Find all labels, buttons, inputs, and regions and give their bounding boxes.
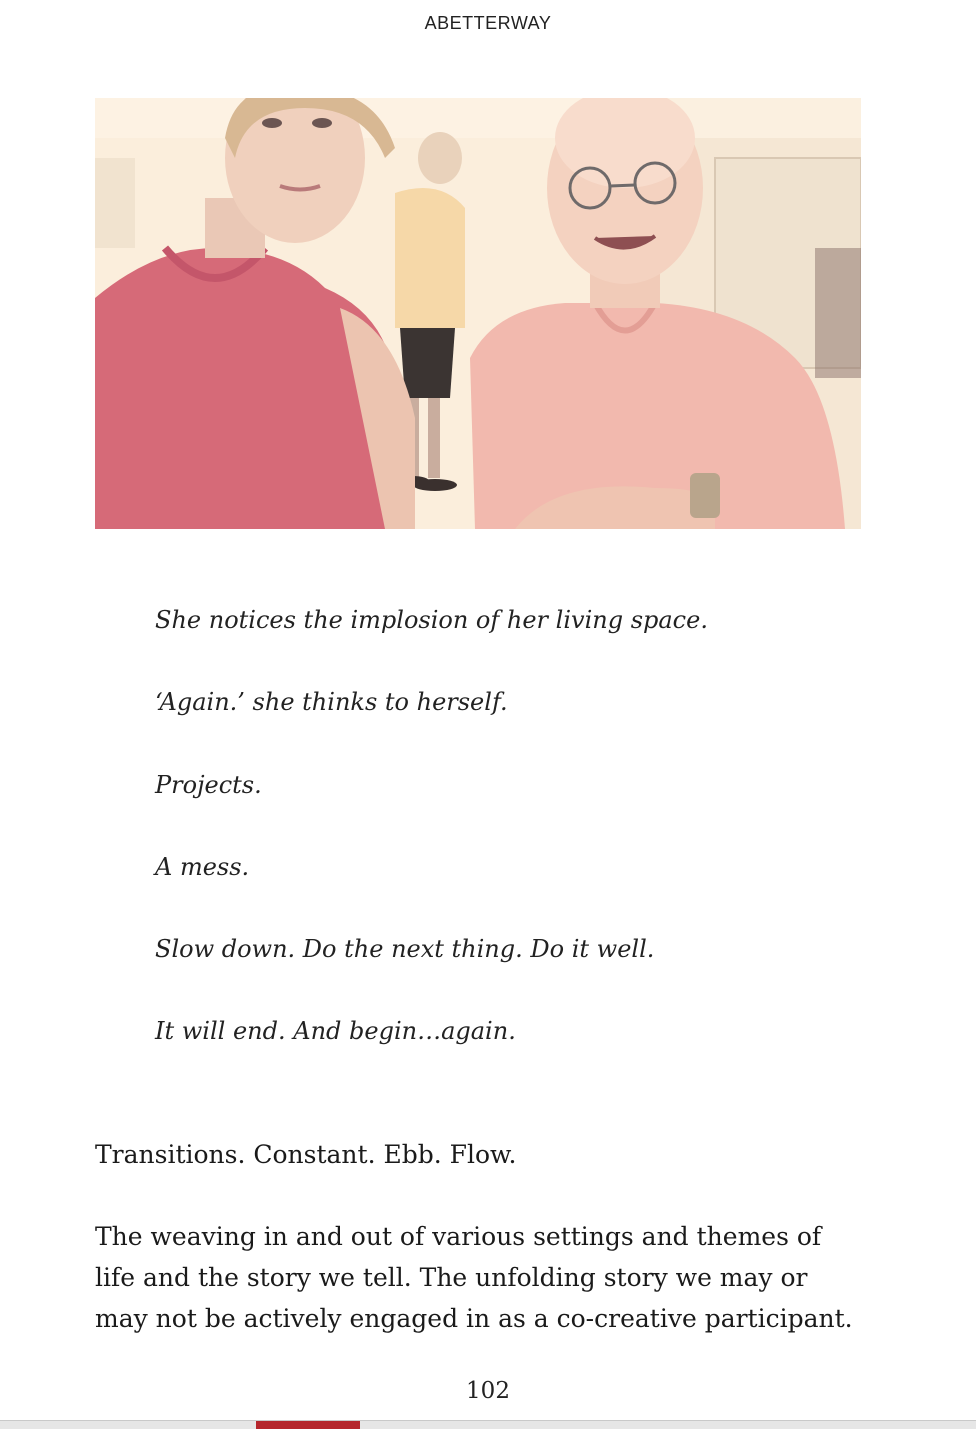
verse-line: It will end. And begin…again.: [155, 1017, 516, 1045]
verse-line: She notices the implosion of her living space.: [155, 606, 708, 634]
running-header: ABETTERWAY: [424, 13, 552, 33]
verse-line: Projects.: [155, 771, 262, 799]
verse-line: Slow down. Do the next thing. Do it well.: [155, 935, 655, 963]
body-paragraph: Transitions. Constant. Ebb. Flow.: [95, 1140, 517, 1169]
photo: [95, 98, 861, 529]
body-paragraph: The weaving in and out of various settings and themes of life and the story we tell. The unfolding story we may or may not be actively engaged in as a co-creative participant.: [95, 1222, 853, 1333]
page-number: 102: [466, 1378, 510, 1404]
verse-line: A mess.: [155, 853, 250, 881]
verse-line: ‘Again.’ she thinks to herself.: [155, 688, 508, 716]
